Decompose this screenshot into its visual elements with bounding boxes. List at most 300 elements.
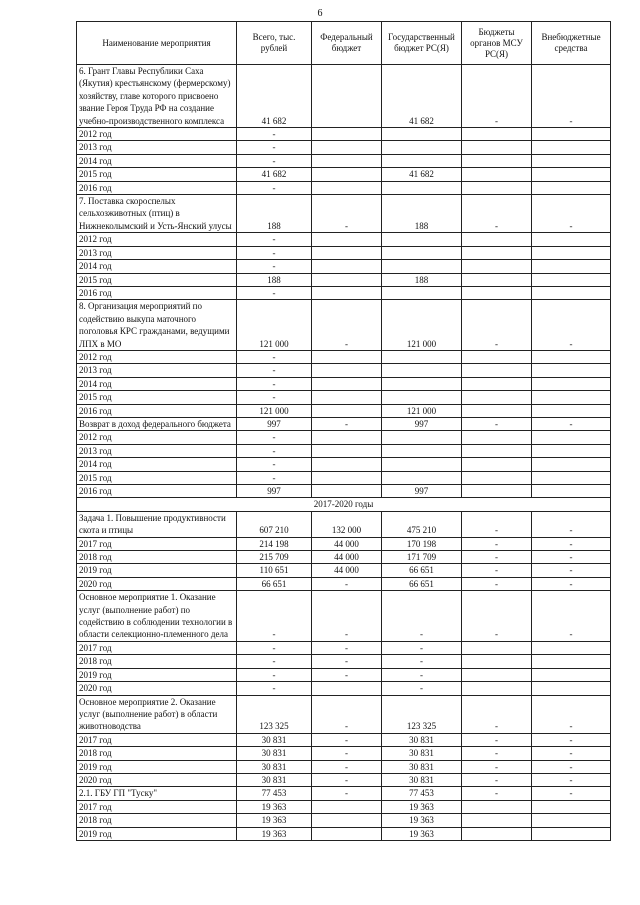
cell-extra [532, 273, 611, 286]
cell-total: 214 198 [237, 537, 312, 550]
cell-extra: - [532, 787, 611, 800]
row-name: 2015 год [77, 273, 237, 286]
cell-msu: - [462, 300, 532, 351]
cell-total: - [237, 471, 312, 484]
cell-msu [462, 814, 532, 827]
cell-state [382, 154, 462, 167]
cell-msu: - [462, 551, 532, 564]
cell-state: 188 [382, 195, 462, 233]
cell-total: - [237, 246, 312, 259]
cell-extra: - [532, 417, 611, 430]
table-row [77, 417, 611, 430]
cell-extra [532, 641, 611, 654]
cell-msu: - [462, 773, 532, 786]
cell-msu [462, 154, 532, 167]
cell-federal [312, 444, 382, 457]
cell-federal: - [312, 787, 382, 800]
row-name: 2019 год [77, 564, 237, 577]
section-title: 2017-2020 годы [77, 498, 611, 511]
cell-federal [312, 154, 382, 167]
cell-federal [312, 431, 382, 444]
cell-state: 66 651 [382, 577, 462, 590]
table-row [77, 827, 611, 840]
table-row [77, 300, 611, 351]
col-header-federal: Федеральный бюджет [312, 22, 382, 65]
table-row [77, 577, 611, 590]
cell-state: 30 831 [382, 747, 462, 760]
row-name: 2018 год [77, 655, 237, 668]
cell-state: 171 709 [382, 551, 462, 564]
table-row [77, 511, 611, 537]
table-row [77, 260, 611, 273]
cell-msu: - [462, 511, 532, 537]
cell-state [382, 458, 462, 471]
row-name: 2017 год [77, 733, 237, 746]
table-row [77, 65, 611, 128]
cell-state: 19 363 [382, 814, 462, 827]
cell-msu [462, 444, 532, 457]
table-row [77, 747, 611, 760]
cell-total: 77 453 [237, 787, 312, 800]
cell-total: - [237, 655, 312, 668]
page-number: 6 [317, 8, 323, 19]
cell-total: 997 [237, 485, 312, 498]
cell-total: 30 831 [237, 773, 312, 786]
cell-state: 30 831 [382, 760, 462, 773]
cell-msu [462, 233, 532, 246]
row-name: Возврат в доход федерального бюджета [77, 417, 237, 430]
cell-state: 66 651 [382, 564, 462, 577]
row-name: 2019 год [77, 760, 237, 773]
cell-extra [532, 154, 611, 167]
col-header-name: Наименование мероприятия [77, 22, 237, 65]
cell-state: 77 453 [382, 787, 462, 800]
cell-extra: - [532, 747, 611, 760]
cell-state: 41 682 [382, 65, 462, 128]
row-name: 2012 год [77, 431, 237, 444]
cell-total: - [237, 458, 312, 471]
cell-state [382, 286, 462, 299]
cell-msu: - [462, 695, 532, 733]
cell-extra [532, 168, 611, 181]
cell-extra [532, 377, 611, 390]
cell-total: 215 709 [237, 551, 312, 564]
cell-federal [312, 485, 382, 498]
cell-total: - [237, 286, 312, 299]
cell-extra [532, 682, 611, 695]
row-name: 7. Поставка скороспелых сельхозживотных (птиц) в Нижнеколымский и Усть-Янский улусы [77, 195, 237, 233]
cell-extra [532, 391, 611, 404]
row-name: 2013 год [77, 141, 237, 154]
row-name: 2016 год [77, 181, 237, 194]
table-row [77, 444, 611, 457]
table-row [77, 364, 611, 377]
cell-msu [462, 827, 532, 840]
cell-msu [462, 364, 532, 377]
row-name: 8. Организация мероприятий по содействию выкупа маточного поголовья КРС гражданами, ведущими ЛПХ в МО [77, 300, 237, 351]
row-name: 2016 год [77, 286, 237, 299]
cell-total: 607 210 [237, 511, 312, 537]
cell-extra [532, 246, 611, 259]
row-name: 6. Грант Главы Республики Саха (Якутия) крестьянскому (фермерскому) хозяйству, главе которого присвоено звание Героя Труда РФ на создание учебно-производственного комплекса [77, 65, 237, 128]
cell-federal [312, 404, 382, 417]
cell-federal [312, 800, 382, 813]
cell-state: - [382, 655, 462, 668]
cell-total: 188 [237, 273, 312, 286]
cell-total: - [237, 350, 312, 363]
cell-state: 19 363 [382, 827, 462, 840]
cell-federal [312, 350, 382, 363]
table-row [77, 814, 611, 827]
row-name: 2012 год [77, 350, 237, 363]
cell-extra [532, 431, 611, 444]
cell-total: 19 363 [237, 814, 312, 827]
cell-msu: - [462, 537, 532, 550]
cell-msu [462, 800, 532, 813]
cell-total: - [237, 444, 312, 457]
row-name: 2019 год [77, 827, 237, 840]
cell-total: - [237, 128, 312, 141]
cell-msu [462, 286, 532, 299]
cell-extra: - [532, 695, 611, 733]
cell-msu [462, 668, 532, 681]
cell-federal: - [312, 747, 382, 760]
cell-total: 19 363 [237, 800, 312, 813]
col-header-state: Государственный бюджет РС(Я) [382, 22, 462, 65]
budget-table [76, 21, 611, 841]
table-row [77, 377, 611, 390]
table-row [77, 128, 611, 141]
row-name: 2014 год [77, 154, 237, 167]
cell-extra [532, 350, 611, 363]
cell-extra [532, 800, 611, 813]
table-row [77, 458, 611, 471]
row-name: 2013 год [77, 246, 237, 259]
table-row [77, 391, 611, 404]
cell-total: - [237, 154, 312, 167]
cell-msu: - [462, 65, 532, 128]
cell-federal [312, 168, 382, 181]
cell-state [382, 260, 462, 273]
row-name: 2012 год [77, 128, 237, 141]
cell-federal [312, 458, 382, 471]
cell-extra [532, 128, 611, 141]
cell-msu: - [462, 733, 532, 746]
cell-msu: - [462, 564, 532, 577]
cell-total: 66 651 [237, 577, 312, 590]
cell-state: 30 831 [382, 733, 462, 746]
table-row [77, 168, 611, 181]
cell-state: 30 831 [382, 773, 462, 786]
cell-extra: - [532, 300, 611, 351]
cell-msu: - [462, 417, 532, 430]
cell-state: - [382, 668, 462, 681]
cell-total: 121 000 [237, 300, 312, 351]
cell-federal: 44 000 [312, 551, 382, 564]
cell-msu: - [462, 591, 532, 642]
table-row [77, 195, 611, 233]
cell-state [382, 364, 462, 377]
cell-federal: 132 000 [312, 511, 382, 537]
cell-federal [312, 364, 382, 377]
cell-state [382, 431, 462, 444]
table-row [77, 551, 611, 564]
cell-state: 170 198 [382, 537, 462, 550]
cell-total: 121 000 [237, 404, 312, 417]
cell-total: 30 831 [237, 760, 312, 773]
cell-state: - [382, 641, 462, 654]
cell-msu: - [462, 577, 532, 590]
cell-state [382, 141, 462, 154]
cell-state [382, 471, 462, 484]
header-row [77, 22, 611, 65]
cell-federal: - [312, 591, 382, 642]
cell-extra [532, 181, 611, 194]
cell-state: 19 363 [382, 800, 462, 813]
cell-extra: - [532, 195, 611, 233]
cell-extra [532, 471, 611, 484]
cell-state [382, 444, 462, 457]
table-row [77, 787, 611, 800]
cell-federal [312, 814, 382, 827]
cell-federal [312, 471, 382, 484]
cell-federal: - [312, 760, 382, 773]
row-name: Задача 1. Повышение продуктивности скота и птицы [77, 511, 237, 537]
cell-total: - [237, 682, 312, 695]
cell-msu [462, 682, 532, 695]
cell-federal: - [312, 655, 382, 668]
row-name: 2013 год [77, 444, 237, 457]
cell-extra: - [532, 591, 611, 642]
cell-msu [462, 168, 532, 181]
cell-extra [532, 444, 611, 457]
cell-federal: 44 000 [312, 564, 382, 577]
cell-extra: - [532, 551, 611, 564]
row-name: 2012 год [77, 233, 237, 246]
cell-total: 997 [237, 417, 312, 430]
cell-msu: - [462, 760, 532, 773]
table-row [77, 154, 611, 167]
section-row [77, 498, 611, 511]
cell-federal: - [312, 641, 382, 654]
cell-extra [532, 233, 611, 246]
cell-state: 121 000 [382, 300, 462, 351]
table-row [77, 404, 611, 417]
cell-extra: - [532, 564, 611, 577]
cell-extra [532, 485, 611, 498]
table-row [77, 246, 611, 259]
cell-extra: - [532, 733, 611, 746]
cell-federal: - [312, 417, 382, 430]
cell-total: - [237, 260, 312, 273]
cell-total: 41 682 [237, 65, 312, 128]
row-name: 2017 год [77, 641, 237, 654]
cell-extra: - [532, 773, 611, 786]
table-row [77, 760, 611, 773]
cell-msu [462, 471, 532, 484]
cell-state: 997 [382, 485, 462, 498]
cell-state: 997 [382, 417, 462, 430]
cell-msu [462, 377, 532, 390]
cell-msu [462, 404, 532, 417]
row-name: 2015 год [77, 471, 237, 484]
cell-state: 475 210 [382, 511, 462, 537]
cell-state [382, 391, 462, 404]
cell-state: - [382, 682, 462, 695]
cell-state [382, 246, 462, 259]
cell-extra [532, 814, 611, 827]
row-name: 2016 год [77, 485, 237, 498]
table-row [77, 181, 611, 194]
cell-extra: - [532, 760, 611, 773]
cell-state [382, 233, 462, 246]
table-row [77, 800, 611, 813]
row-name: 2014 год [77, 377, 237, 390]
cell-federal [312, 273, 382, 286]
cell-extra [532, 260, 611, 273]
row-name: 2.1. ГБУ ГП "Туску" [77, 787, 237, 800]
cell-total: - [237, 233, 312, 246]
cell-msu [462, 246, 532, 259]
cell-federal [312, 377, 382, 390]
row-name: 2014 год [77, 458, 237, 471]
table-row [77, 485, 611, 498]
table-row [77, 668, 611, 681]
cell-msu: - [462, 787, 532, 800]
cell-extra: - [532, 537, 611, 550]
table-row [77, 431, 611, 444]
cell-extra: - [532, 65, 611, 128]
cell-state [382, 377, 462, 390]
table-row [77, 695, 611, 733]
cell-federal: - [312, 195, 382, 233]
cell-state [382, 128, 462, 141]
cell-total: - [237, 364, 312, 377]
cell-extra [532, 655, 611, 668]
cell-total: 188 [237, 195, 312, 233]
cell-msu [462, 641, 532, 654]
col-header-msu: Бюджеты органов МСУ РС(Я) [462, 22, 532, 65]
table-row [77, 591, 611, 642]
cell-federal [312, 286, 382, 299]
cell-federal [312, 827, 382, 840]
cell-federal [312, 246, 382, 259]
cell-total: 123 325 [237, 695, 312, 733]
cell-total: - [237, 141, 312, 154]
row-name: 2020 год [77, 577, 237, 590]
cell-state: 123 325 [382, 695, 462, 733]
cell-msu [462, 128, 532, 141]
row-name: 2014 год [77, 260, 237, 273]
cell-federal [312, 141, 382, 154]
cell-msu [462, 655, 532, 668]
cell-state: 188 [382, 273, 462, 286]
cell-federal: - [312, 733, 382, 746]
cell-federal: - [312, 668, 382, 681]
cell-total: - [237, 668, 312, 681]
cell-federal: - [312, 300, 382, 351]
cell-total: - [237, 391, 312, 404]
table-row [77, 350, 611, 363]
cell-total: - [237, 181, 312, 194]
row-name: 2020 год [77, 682, 237, 695]
row-name: Основное мероприятие 2. Оказание услуг (выполнение работ) в области животноводства [77, 695, 237, 733]
cell-msu [462, 273, 532, 286]
table-row [77, 233, 611, 246]
cell-extra [532, 458, 611, 471]
cell-extra [532, 364, 611, 377]
cell-msu [462, 458, 532, 471]
table-row [77, 682, 611, 695]
table-row [77, 733, 611, 746]
table-row [77, 471, 611, 484]
row-name: 2016 год [77, 404, 237, 417]
cell-total: 30 831 [237, 747, 312, 760]
cell-federal: 44 000 [312, 537, 382, 550]
cell-federal [312, 682, 382, 695]
cell-state: 41 682 [382, 168, 462, 181]
cell-state: 121 000 [382, 404, 462, 417]
cell-msu: - [462, 195, 532, 233]
cell-total: - [237, 641, 312, 654]
table-row [77, 286, 611, 299]
cell-msu [462, 431, 532, 444]
row-name: 2020 год [77, 773, 237, 786]
cell-extra [532, 286, 611, 299]
cell-msu [462, 391, 532, 404]
table-row [77, 564, 611, 577]
cell-federal [312, 233, 382, 246]
cell-extra [532, 668, 611, 681]
row-name: 2018 год [77, 747, 237, 760]
col-header-extra: Внебюджетные средства [532, 22, 611, 65]
table-row [77, 773, 611, 786]
col-header-total: Всего, тыс. рублей [237, 22, 312, 65]
cell-federal [312, 65, 382, 128]
cell-total: - [237, 377, 312, 390]
cell-msu: - [462, 747, 532, 760]
row-name: 2018 год [77, 551, 237, 564]
cell-total: 30 831 [237, 733, 312, 746]
cell-state: - [382, 591, 462, 642]
table-row [77, 641, 611, 654]
row-name: 2015 год [77, 168, 237, 181]
cell-msu [462, 141, 532, 154]
cell-total: 19 363 [237, 827, 312, 840]
cell-extra [532, 404, 611, 417]
cell-state [382, 350, 462, 363]
row-name: 2019 год [77, 668, 237, 681]
row-name: 2018 год [77, 814, 237, 827]
cell-extra: - [532, 511, 611, 537]
table-row [77, 273, 611, 286]
cell-total: 110 651 [237, 564, 312, 577]
cell-federal [312, 260, 382, 273]
table-row [77, 141, 611, 154]
cell-federal [312, 128, 382, 141]
cell-federal: - [312, 577, 382, 590]
cell-msu [462, 350, 532, 363]
cell-msu [462, 181, 532, 194]
cell-extra [532, 827, 611, 840]
row-name: Основное мероприятие 1. Оказание услуг (выполнение работ) по содействию в соблюдении технологии в области селекционно-племенного дела [77, 591, 237, 642]
table-row [77, 537, 611, 550]
cell-federal [312, 391, 382, 404]
cell-state [382, 181, 462, 194]
row-name: 2017 год [77, 800, 237, 813]
cell-total: - [237, 431, 312, 444]
table-row [77, 655, 611, 668]
